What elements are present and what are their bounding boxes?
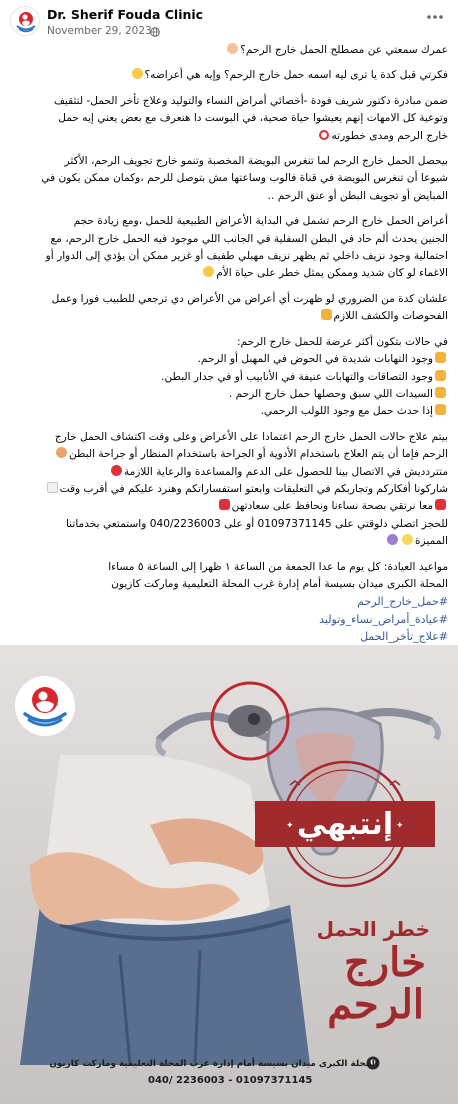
text-line: وتوعية كل الامهات إنهم يعيشوا حياة صحية، في البوست دا هنعرف مع بعض يعني إيه حمل bbox=[58, 112, 448, 125]
text-line bbox=[8, 67, 448, 84]
text-line: ضمن مبادرة دكتور شريف فودة -أخصائي أمراض النساء والتوليد وعلاج تأخر الحمل- لتثقيف bbox=[53, 94, 448, 107]
list-item bbox=[8, 369, 448, 386]
text-line: بيحصل الحمل خارج الرحم لما تنغرس البويضة المخصبة وتنمو خارج تجويف الرحم، الأكثر bbox=[64, 155, 448, 168]
post-header bbox=[0, 0, 458, 46]
paragraph-symptoms bbox=[8, 213, 448, 283]
envelope-emoji-icon bbox=[47, 482, 58, 493]
image-footer-phones: 040/ 2236003 - 01097371145 bbox=[148, 1075, 313, 1086]
image-title-line1: خارج bbox=[343, 939, 426, 986]
text-span: معا نرتقي بصحة نساءنا ونحافظ على سعادتهن bbox=[231, 500, 433, 513]
list-item-text: السيدات اللي سبق وحصلها حمل خارج الرحم . bbox=[228, 387, 433, 400]
text-span: الاغماء لو كان شديد وممكن يمثل خطر على حياة الأم bbox=[216, 267, 448, 280]
text-line bbox=[8, 498, 448, 515]
text-line bbox=[8, 464, 448, 481]
pointing-hand-emoji-icon bbox=[435, 352, 446, 363]
paragraph-intro-question bbox=[8, 42, 448, 59]
date-separator: · bbox=[155, 25, 159, 37]
ribbon-emoji-icon bbox=[219, 499, 230, 510]
text-line: الجنين يحدث ألم حاد في البطن السفلية في الجانب اللي موجود فيه الحمل خارج الرحم، مع bbox=[50, 232, 448, 245]
paragraph-initiative bbox=[8, 93, 448, 145]
text-line bbox=[8, 308, 448, 325]
pointing-hand-emoji-icon bbox=[435, 370, 446, 381]
text-span: متترددیش في الاتصال بينا للحصول على الدعم والمساعدة والرعاية اللازمة bbox=[123, 465, 448, 478]
paragraph-treatment bbox=[8, 429, 448, 551]
text-line bbox=[8, 42, 448, 59]
image-footer-address: المحلة الكبرى ميدان بسيسة أمام إدارة غرب المحلة التعليمية وماركت كازيون bbox=[49, 1059, 378, 1069]
globe-icon bbox=[150, 27, 160, 37]
paragraph-symptoms-question bbox=[8, 67, 448, 84]
text-line bbox=[8, 481, 448, 498]
text-line bbox=[8, 265, 448, 282]
text-span: شاركونا أفكاركم وتجاربكم في التعليقات وابعتو استفساراتكم وهنرد عليكم في أقرب وقت bbox=[59, 482, 448, 495]
sparkles-emoji-icon bbox=[402, 534, 413, 545]
paragraph-risk-cases bbox=[8, 334, 448, 421]
text-span: المميزة bbox=[414, 535, 448, 548]
text-line: للحجز اتصلي دلوقتي على 01097371145 أو على 040/2236003 واستمتعي بخدماتنا bbox=[65, 517, 448, 530]
paragraph-definition bbox=[8, 153, 448, 205]
text-line: مواعيد العيادة: كل يوم ما عدا الجمعة من الساعة ١ ظهرا إلى الساعة ٥ مساءا bbox=[108, 560, 448, 573]
post-date-text[interactable]: November 29, 2023 bbox=[47, 25, 152, 37]
paragraph-advice bbox=[8, 291, 448, 326]
clinic-logo-avatar-icon bbox=[11, 7, 40, 36]
text-line: المحلة الكبرى ميدان بسيسة أمام إدارة غرب المحلة التعليمية وماركت كازيون bbox=[111, 577, 448, 590]
list-item-text: وجود التهابات شديدة في الحوض في المهبل أو الرحم. bbox=[197, 353, 433, 366]
mirror-ball-emoji-icon bbox=[387, 534, 398, 545]
image-title-small: خطر الحمل bbox=[316, 917, 430, 941]
svg-text:✦: ✦ bbox=[396, 821, 404, 831]
text-span: الفحوصات والكشف اللازم bbox=[333, 310, 448, 323]
text-line: علشان كدة من الضروري لو ظهرت أي أعراض من الأعراض دي ترجعي للطبيب فورا وعمل bbox=[51, 292, 448, 305]
list-item bbox=[8, 386, 448, 403]
image-title-line2: الرحم bbox=[327, 981, 424, 1028]
pointing-hand-emoji-icon bbox=[435, 387, 446, 398]
question-text: فكرتي قبل كدة يا ترى ليه اسمه حمل خارج الرحم؟ وإيه هي أعراضه؟ bbox=[144, 69, 448, 82]
list-item-text: إذا حدث حمل مع وجود اللولب الرحمي. bbox=[260, 405, 433, 418]
pregnant-woman-emoji-icon bbox=[227, 43, 238, 54]
text-line: بيتم علاج حالات الحمل خارج الرحم اعتمادا على الأعراض وعلى وقت اكتشاف الحمل خارج bbox=[54, 430, 448, 443]
text-line: في حالات بتكون أكثر عرضة للحمل خارج الرحم: bbox=[236, 335, 448, 348]
pointing-hand-emoji-icon bbox=[321, 309, 332, 320]
pointing-hand-emoji-icon bbox=[435, 404, 446, 415]
text-line bbox=[8, 128, 448, 145]
text-line bbox=[8, 533, 448, 550]
text-span: الرحم فإما أن يتم العلاج باستخدام الأدوية أو الجراحة باستخدام المنظار أو جراحة البطن bbox=[68, 448, 448, 461]
red-circle-emoji-icon bbox=[319, 130, 329, 140]
hashtag-link[interactable]: #حمل_خارج_الرحم bbox=[357, 595, 448, 609]
ribbon-emoji-icon bbox=[435, 499, 446, 510]
list-item-text: وجود التصاقات والتهابات عنيفة في الأنابيب أو في جدار البطن. bbox=[161, 370, 433, 383]
text-line bbox=[8, 446, 448, 463]
svg-text:✦: ✦ bbox=[286, 821, 294, 831]
hashtag-link[interactable]: #عيادة_أمراض_نساء_وتوليد bbox=[319, 612, 448, 626]
clinic-logo-icon bbox=[14, 675, 76, 737]
post-date[interactable] bbox=[47, 25, 158, 37]
text-line: شيوعا أن تنغرس البويضة في قناة فالوب وساعتها مش بتوصل للرحم ،وكمان ممكن يكون في bbox=[41, 172, 448, 185]
question-text: عمرك سمعتي عن مصطلح الحمل خارج الرحم؟ bbox=[240, 44, 448, 56]
stamp-text: إنتبهي bbox=[296, 807, 394, 842]
page-avatar[interactable] bbox=[10, 6, 40, 36]
thinking-face-emoji-icon bbox=[132, 68, 143, 79]
worried-face-emoji-icon bbox=[203, 266, 214, 277]
doctor-emoji-icon bbox=[56, 447, 67, 458]
list-item bbox=[8, 403, 448, 420]
text-span: خارج الرحم ومدى خطورته bbox=[331, 129, 448, 142]
text-line: احتمالية وجود نزيف داخلي ثم يظهر نزيف مهبلي طفيف أو غزير ممكن أن يؤدي إلى الدوار أو bbox=[45, 250, 448, 263]
text-line: المبايض أو تجويف البطن أو عنق الرحم .. bbox=[267, 189, 448, 202]
hashtag-link[interactable]: #علاج_تأخر_الحمل bbox=[360, 630, 448, 644]
ellipsis-icon[interactable] bbox=[424, 10, 446, 24]
text-line: أعراض الحمل خارج الرحم تشمل في البداية الأعراض الطبيعية للحمل ،ومع زيادة حجم bbox=[73, 215, 448, 228]
red-heart-emoji-icon bbox=[111, 465, 122, 476]
post-image[interactable] bbox=[0, 645, 458, 1104]
post-text bbox=[8, 42, 448, 680]
warning-stamp bbox=[250, 757, 440, 892]
paragraph-hours bbox=[8, 559, 448, 594]
list-item bbox=[8, 351, 448, 368]
page-name[interactable]: Dr. Sherif Fouda Clinic bbox=[47, 7, 204, 22]
